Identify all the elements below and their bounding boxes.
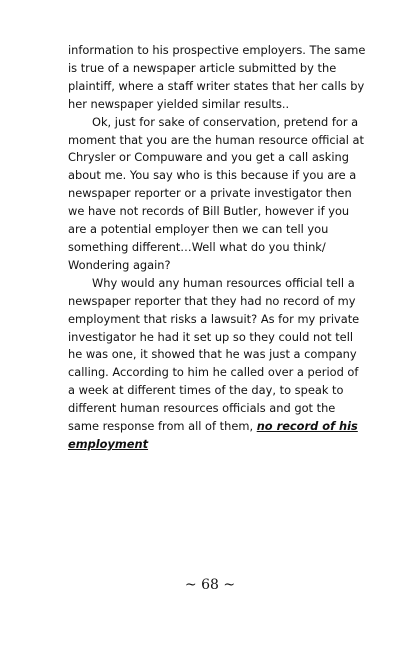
paragraph-3-text: Why would any human resources official tell a newspaper reporter that they had no record of my employment that risks a lawsuit? As for my private investigator he had it set up so they could not tell he was one, it showed that he was just a company calling. According to him he called over a period of a week at different times of the day, to speak to different human resources officials and got the same response from all of them, [68,275,360,434]
paragraph-2-text: Ok, just for sake of conservation, pretend for a moment that you are the human resource official at Chrysler or Compuware and you get a call asking about me. You say who is this because if you are a newspaper reporter or a private investigator then we have not records of Bill Butler, however if you are a potential employer then we can tell you something different…Well what do you think/ Wondering again? [68,114,364,272]
body-text [68,42,368,454]
paragraph-2 [68,114,368,275]
paragraph-3 [68,275,368,454]
paragraph-1-text: information to his prospective employers. The same is true of a newspaper article submitted by the plaintiff, where a staff writer states that her calls by her newspaper yielded similar results.. [68,43,366,111]
emphasized-phrase: no record of his employment [68,419,358,451]
paragraph-1 [68,42,368,114]
page-number: ~ 68 ~ [184,577,236,593]
